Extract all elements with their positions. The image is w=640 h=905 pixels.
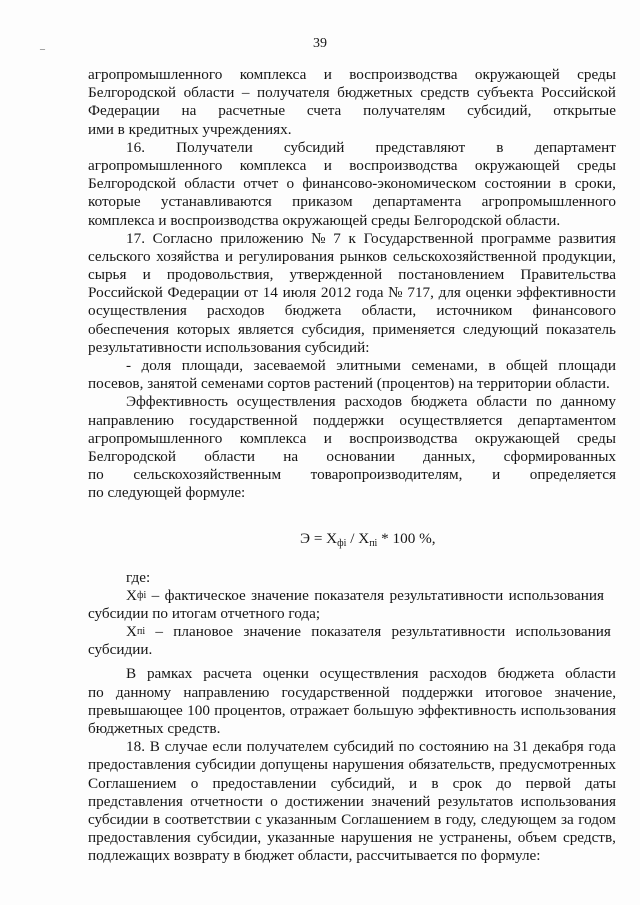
word: итоговое [485,683,543,701]
word: расходов [344,393,403,411]
word: нарушения [332,756,404,774]
word: субсидия, [301,320,365,338]
word: утвержденной [289,266,383,284]
word: субсидии [195,756,256,774]
variable: Х [126,586,137,604]
paragraph-block-2 [88,665,616,865]
word: предусмотренных [499,756,616,774]
word: 16. [126,138,145,156]
word: 717, [407,284,434,302]
word: регулирования [238,247,335,265]
word: года [355,284,384,302]
word: представления [88,792,183,810]
word: 18. [126,738,145,756]
word: субсидий [283,138,345,156]
word: и [409,774,418,792]
word: о [286,175,295,193]
word: среды [577,66,616,83]
word: развития [558,229,616,247]
word: даты [585,774,616,792]
word: предоставления [88,829,191,847]
page-number: 39 [313,36,327,51]
word: рамках [146,665,193,683]
word: - [126,357,132,374]
text-line [88,665,616,683]
word: в [153,810,161,828]
word: большую [353,701,414,719]
word: о [190,774,199,792]
word: комплекса [239,429,307,447]
word: воспроизводства [349,429,458,447]
word: Соглашением [341,810,430,828]
word: получателя [256,84,330,102]
word: отчетности [190,792,263,810]
word: года [588,738,616,756]
word: Белгородской [88,84,177,102]
word: расчетные [218,102,286,120]
word: продовольствия, [166,266,274,284]
text-line [88,775,616,793]
word: показатель [546,320,616,338]
document-body [88,66,616,866]
word: товаропроизводителям, [310,466,463,484]
word: достижении [285,792,364,810]
margin-mark: – [40,44,45,55]
text-line [88,756,616,774]
word: представляют [375,138,466,156]
text-line: – плановое значение показателя результативности использования [145,623,611,641]
word: которых [176,320,231,338]
word: счета [306,102,342,120]
word: значений [371,792,431,810]
word: следующий [462,320,539,338]
word: получателем [246,738,329,756]
word: 31 [513,738,529,756]
word: сельского [88,247,151,265]
word: агропромышленного [88,66,223,83]
word: комплекса [239,66,307,83]
text-line [88,829,616,847]
word: государственной [189,411,298,429]
text-line [88,793,616,811]
word: департамент [534,138,616,156]
word: субъекта [476,84,534,102]
word: Согласно [152,229,213,247]
word: воспроизводства [349,156,458,174]
formula-subscript: пi [369,537,378,549]
word: следующем [480,810,557,828]
word: Соглашением [88,774,177,792]
word: по [88,683,104,701]
word: департамента [373,193,462,211]
word: программе [481,229,551,247]
word: субсидий, [330,774,395,792]
text-line-content: по следующей формуле: [88,484,246,502]
word: В [149,738,160,756]
word: воспроизводства [349,66,458,83]
word: расчета [203,665,252,683]
word: общей [506,357,548,374]
word: за [560,810,574,828]
word: приказом [292,193,353,211]
word: объем [517,829,557,847]
word: о [270,792,278,810]
text-line-content: бюджетных средств. [88,720,221,737]
text-line [88,484,616,502]
word: расходов [207,302,265,320]
definition-1-line-1 [88,587,616,605]
word: первой [525,774,571,792]
word: государственной [281,683,390,701]
word: субсидий, [467,102,532,120]
variable: Х [126,623,137,641]
word: данных, [423,447,476,465]
word: эффективность [417,701,517,719]
word: обязательств, [408,756,495,774]
text-line [88,357,616,375]
word: финансово-экономическом [302,175,477,193]
text-line [88,702,616,720]
word: использования [520,792,616,810]
word: бюджета [410,393,468,411]
word: состоянии [484,175,552,193]
definition-1-line-2 [88,605,616,623]
text-line [88,412,616,430]
word: окружающей [474,429,560,447]
word: области [565,665,616,683]
word: применяется [372,320,456,338]
word: отчет [243,175,279,193]
word: является [238,320,294,338]
word: данному [560,393,616,411]
word: поддержки [312,411,385,429]
word: среды [577,429,616,447]
text-line [88,230,616,248]
word: осуществления [88,302,187,320]
word: сельскохозяйственной [392,247,537,265]
definition-2-line-2 [88,641,616,659]
word: сроки, [574,175,616,193]
word: и [142,266,151,284]
word: направлению [88,411,175,429]
word: поддержки [401,683,474,701]
word: области [476,393,528,411]
text-line [88,157,616,175]
word: и [323,156,332,174]
text-line-content: ими в кредитных учреждениях. [88,120,292,138]
word: доля [141,357,172,374]
word: оценки [262,665,309,683]
word: и [224,247,233,265]
formula-part: Э = Х [300,529,338,547]
text-line [88,266,616,284]
text-line [88,84,616,102]
word: департаментом [517,411,616,429]
text-line [88,175,616,193]
word: предоставлении [212,774,317,792]
text-line: где: [126,568,151,586]
word: рынков [339,247,388,265]
word: агропромышленного [88,429,223,447]
word: получателям [363,102,446,120]
word: Белгородской [88,175,177,193]
word: срок [452,774,482,792]
word: декабря [533,738,584,756]
word: В [126,665,137,683]
word: состоянию [419,738,489,756]
word: не [418,829,434,847]
word: № [388,284,403,302]
word: окружающей [474,66,560,83]
word: результатов [437,792,514,810]
definition-2-line-1 [88,623,616,641]
text-line [88,248,616,266]
text-line [88,430,616,448]
text-line-content: подлежащих возврату в бюджет области, рассчитывается по формуле: [88,847,541,865]
word: элитными [336,357,401,374]
word: засеваемой [253,357,326,374]
text-line [88,339,616,357]
word: сырья [88,266,127,284]
formula-part: * 100 %, [377,529,436,547]
word: окружающей [474,156,560,174]
text-line [88,448,616,466]
text-line [88,375,616,393]
word: субсидии [88,810,149,828]
word: комплекса [239,156,307,174]
word: агропромышленного [88,156,223,174]
text-line [88,738,616,756]
text-line [88,121,616,139]
word: Получатели [176,138,253,156]
word: основании [326,447,395,465]
word: устанавливаются [160,193,272,211]
text-line-content: комплекса и воспроизводства окружающей среды Белгородской области. [88,211,561,229]
text-line [88,284,616,302]
word: по [398,738,415,756]
text-line [88,102,616,120]
formula-subscript: фi [337,537,347,549]
word: площади [558,357,616,374]
word: для [438,284,461,302]
word: области [183,84,235,102]
word: в [434,810,442,828]
word: 2012 [320,284,352,302]
word: осуществления [236,393,336,411]
word: которые [88,193,141,211]
word: на [283,447,299,465]
word: по [88,466,104,484]
word: на [493,738,509,756]
text-line: субсидии. [88,641,153,659]
where-block [88,569,616,660]
text-line-content: посевов, занятой семенами сортов растений (процентов) на территории области. [88,375,610,393]
word: и [323,66,332,83]
word: области [204,447,256,465]
word: оценки [465,284,512,302]
word: сформированных [503,447,616,465]
word: июля [282,284,317,302]
text-line: – фактическое значение показателя результативности использования [146,586,605,604]
word: бюджета [284,302,342,320]
word: хозяйства [156,247,220,265]
text-line [88,720,616,738]
word: Правительства [520,266,616,284]
word: субсидии, [196,829,262,847]
word: финансового [532,302,616,320]
text-line [88,66,616,84]
word: предоставления [88,756,191,774]
where-label [88,569,616,587]
word: продукции, [542,247,616,265]
word: – [241,84,250,102]
text-line [88,193,616,211]
word: устранены, [439,829,512,847]
word: среды [577,156,616,174]
word: и [323,429,332,447]
word: Эффективность [126,393,228,411]
word: превышающее [88,701,183,719]
text-line [88,139,616,157]
word: с [255,810,262,828]
word: процентов, [214,701,286,719]
word: № [311,229,326,247]
word: по [536,393,552,411]
word: указанным [266,810,337,828]
paragraph-block-1 [88,66,616,503]
word: 100 [187,701,210,719]
word: приложению [220,229,304,247]
text-line [88,302,616,320]
word: годом [578,810,616,828]
word: если [212,738,242,756]
word: эффективности [516,284,616,302]
word: соответствии [164,810,251,828]
word: Федерации [167,284,240,302]
word: Федерации [88,102,160,120]
word: в [488,357,496,374]
word: к [348,229,356,247]
word: площади, [181,357,244,374]
word: в [496,138,504,156]
word: в [431,774,439,792]
word: нарушения [340,829,413,847]
word: данному [115,683,172,701]
text-line: субсидии по итогам отчетного года; [88,604,321,622]
word: источником [436,302,513,320]
word: сельскохозяйственным [133,466,282,484]
formula [88,503,616,569]
word: осуществляется [399,411,503,429]
word: допущены [260,756,329,774]
word: Российской [88,284,163,302]
word: году, [445,810,477,828]
word: Российской [541,84,616,102]
formula-expression [300,530,436,553]
variable-subscript: фi [136,589,147,601]
word: от [243,284,258,302]
text-line [88,684,616,702]
word: отражает [289,701,350,719]
text-line [88,212,616,230]
text-line [88,393,616,411]
word: бюджетных [337,84,413,102]
word: осуществления [319,665,419,683]
word: до [496,774,512,792]
word: Государственной [363,229,474,247]
word: открытые [553,102,616,120]
word: 17. [126,229,145,247]
word: Белгородской [88,447,177,465]
text-line [88,811,616,829]
text-line [88,847,616,865]
word: средств [420,84,470,102]
word: бюджета [497,665,555,683]
word: области, [361,302,417,320]
word: определяется [529,466,616,484]
word: значение, [554,683,616,701]
word: использования [520,701,616,719]
word: расходов [429,665,487,683]
word: на [181,102,197,120]
word: субсидий [333,738,394,756]
text-line-content: результативности использования субсидий: [88,338,370,356]
word: постановлением [398,266,505,284]
word: обеспечения [88,320,170,338]
word: семенами, [411,357,478,374]
word: 7 [333,229,341,247]
word: и [492,466,501,484]
word: случае [164,738,208,756]
word: области [184,175,236,193]
word: агропромышленного [481,193,616,211]
word: в [559,175,567,193]
text-line [88,321,616,339]
word: направлению [183,683,270,701]
variable-subscript: пi [136,626,146,638]
word: средств, [562,829,616,847]
word: 14 [262,284,278,302]
formula-part: / Х [346,529,370,547]
word: указанные [267,829,335,847]
text-line [88,466,616,484]
